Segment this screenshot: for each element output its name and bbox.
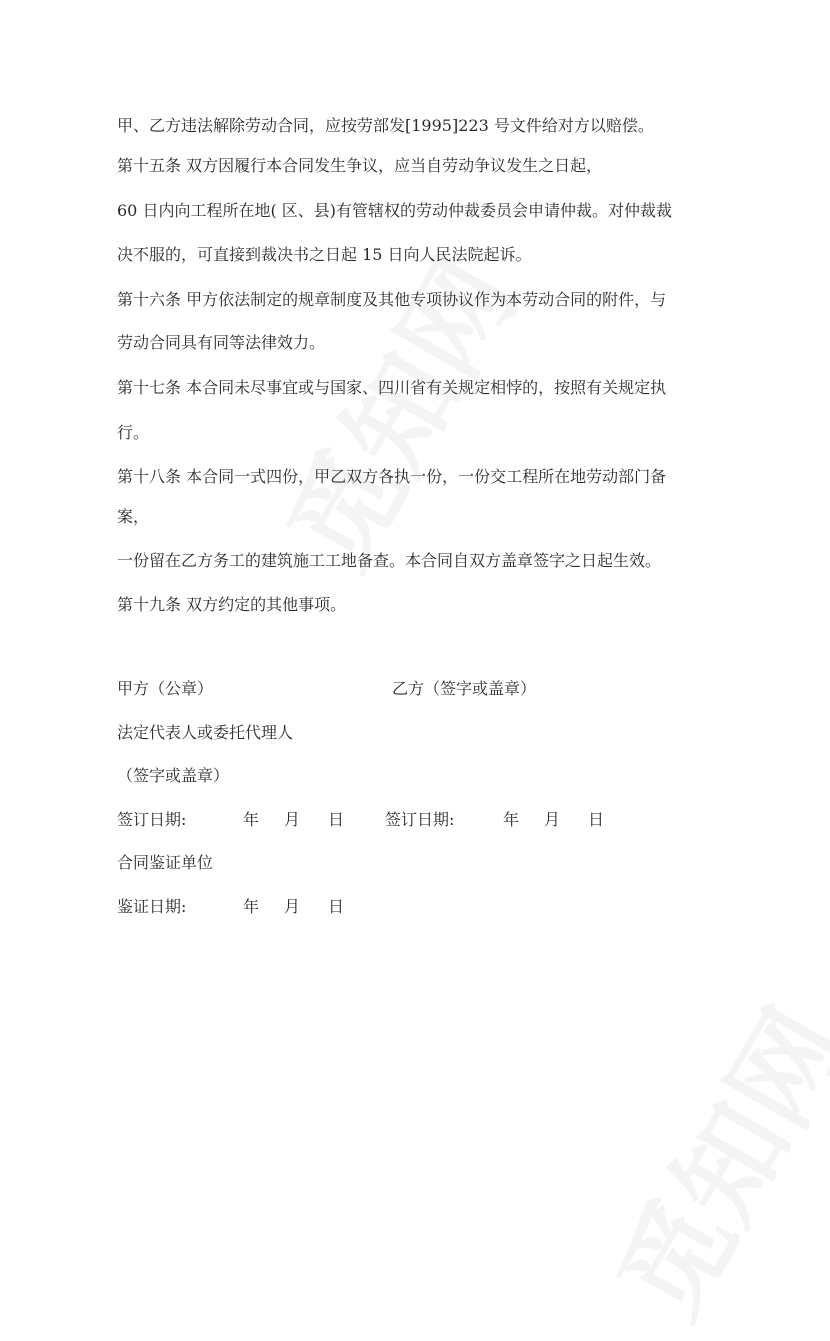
day-label: 日 [588,810,605,829]
paragraph-line: 一份留在乙方务工的建筑施工工地备查。本合同自双方盖章签字之日起生效。 [117,551,662,570]
paragraph-line: 第十五条 双方因履行本合同发生争议，应当自劳动争议发生之日起， [117,156,603,175]
day-label: 日 [328,897,345,916]
party-a-label: 甲方（公章） [117,679,214,698]
verify-unit-label: 合同鉴证单位 [117,853,214,872]
sign-or-seal-label: （签字或盖章） [117,766,230,785]
representative-label: 法定代表人或委托代理人 [117,723,294,742]
month-label: 月 [284,810,301,829]
party-b-label: 乙方（签字或盖章） [392,679,537,698]
paragraph-line: 第十九条 双方约定的其他事项。 [117,595,347,614]
month-label: 月 [544,810,561,829]
paragraph-line: 第十七条 本合同未尽事宜或与国家、四川省有关规定相悖的，按照有关规定执 [117,378,667,397]
verify-date-label: 鉴证日期: [117,897,187,916]
paragraph-line: 决不服的，可直接到裁决书之日起 15 日向人民法院起诉。 [117,245,532,264]
watermark [574,977,830,1341]
year-label: 年 [243,810,260,829]
day-label: 日 [328,810,345,829]
year-label: 年 [243,897,260,916]
paragraph-line: 案， [117,507,150,526]
paragraph-line: 劳动合同具有同等法律效力。 [117,333,326,352]
watermark [244,227,546,592]
month-label: 月 [284,897,301,916]
party-a-sign-date-label: 签订日期: [117,810,187,829]
party-b-sign-date-label: 签订日期: [385,810,455,829]
paragraph-line: 第十八条 本合同一式四份，甲乙双方各执一份，一份交工程所在地劳动部门备 [117,467,667,486]
paragraph-line: 60 日内向工程所在地( 区、县)有管辖权的劳动仲裁委员会申请仲裁。对仲裁裁 [117,201,673,220]
paragraph-line: 甲、乙方违法解除劳动合同，应按劳部发[1995]223 号文件给对方以赔偿。 [117,116,654,135]
paragraph-line: 第十六条 甲方依法制定的规章制度及其他专项协议作为本劳动合同的附件，与 [117,290,667,309]
year-label: 年 [503,810,520,829]
paragraph-line: 行。 [117,423,150,442]
